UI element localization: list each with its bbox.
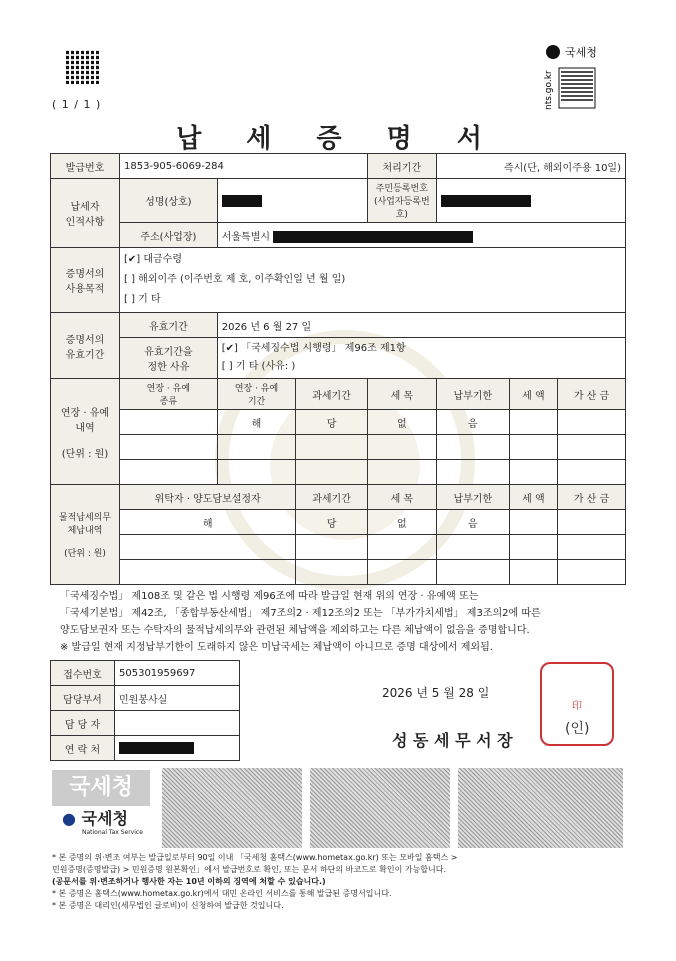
deferral-h6: 세 액 [509, 379, 557, 410]
id-value [436, 179, 625, 223]
proc-label: 처리기간 [367, 154, 436, 179]
deferral-h1: 연장 · 유예 종류 [120, 379, 218, 410]
material-h5: 납부기한 [436, 485, 509, 510]
proc-value: 즉시(단, 해외이주용 10일) [436, 154, 625, 179]
agency-label: 국세청 [565, 46, 597, 59]
deferral-h5: 납부기한 [436, 379, 509, 410]
opt-payment: [✔] 대금수령 [124, 254, 183, 265]
validity-section: 증명서의 유효기간 [51, 313, 120, 379]
purpose-section: 증명서의 사용목적 [51, 248, 120, 313]
deferral-section: 연장 · 유예 내역 (단위 : 원) [51, 379, 120, 485]
purpose-options [120, 248, 626, 313]
material-h4: 세 목 [367, 485, 436, 510]
name-label: 성명(상호) [120, 179, 218, 223]
reason-options [217, 338, 625, 379]
reason-label: 유효기간을 정한 사유 [120, 338, 218, 379]
period-value: 2026 년 6 월 27 일 [217, 313, 625, 338]
office-name: 성 동 세 무 서 장 [392, 731, 513, 750]
material-h3: 과세기간 [296, 485, 368, 510]
opt-emigration: [ ] 해외이주 (이주번호 제 호, 이주확인일 년 월 일) [124, 274, 346, 285]
taxpayer-section: 납세자 인적사항 [51, 179, 120, 248]
none-1: 해 [217, 410, 296, 435]
material-section: 물적납세의무 체납내역 (단위 : 원) [51, 485, 120, 585]
footer-notes: * 본 증명의 위·변조 여부는 발급일로부터 90일 이내 「국세청 홈택스(www.hometax.go.kr) 또는 모바일 홈택스 > 민원증명(증명발급) > 민원증명 원본확인」에서 발급번호로 확인, 또는 문서 하단의 바코드로 확인이 가능합니다. (공문서를 위·변조하거나 행사한 자는 10년 이하의 징역에 처할 수 있습니다.) * 본 증명은 홈택스(www.hometax.go.kr)에서 대민 온라인 서비스를 통해 발급된 증명서입니다. * 본 증명은 대리인(세무법인 글로비)이 신청하여 발급한 것입니다. [52, 853, 458, 910]
svg-text:nts.go.kr: nts.go.kr [544, 70, 554, 110]
opt-other: [ ] 기 타 [124, 294, 161, 305]
reason-other: [ ] 기 타 (사유: ) [221, 361, 296, 372]
material-h1: 위탁자 · 양도담보설정자 [120, 485, 296, 510]
reason-law: [✔] 「국세징수법 시행령」 제96조 제1항 [221, 343, 406, 354]
deferral-h2: 연장 · 유예 기간 [217, 379, 296, 410]
none-3: 없 [367, 410, 436, 435]
deferral-h3: 과세기간 [296, 379, 368, 410]
m-none-2: 당 [296, 510, 368, 535]
recv-value: 505301959697 [115, 661, 240, 686]
qr-code [66, 50, 100, 84]
m-none-1: 해 [120, 510, 296, 535]
barcode-3 [458, 768, 623, 848]
page-title: 납 세 증 명 서 [176, 124, 500, 154]
footer-logo: ● 국세청 National Tax Service [62, 809, 143, 836]
addr-value: 서울특별시 [217, 223, 625, 248]
issue-no-value: 1853-905-6069-284 [120, 154, 368, 179]
none-2: 당 [296, 410, 368, 435]
barcode-2 [310, 768, 450, 848]
material-h6: 세 액 [509, 485, 557, 510]
material-h7: 가 산 금 [558, 485, 626, 510]
period-label: 유효기간 [120, 313, 218, 338]
nts-logo-icon [543, 40, 613, 120]
dept-value: 민원봉사실 [115, 686, 240, 711]
page-indicator: ( 1 / 1 ) [52, 98, 102, 111]
m-none-4: 음 [436, 510, 509, 535]
seal-mark: (인) [565, 721, 590, 737]
office-table: 접수번호 505301959697 담당부서 민원봉사실 담 당 자 연 락 처 [50, 660, 240, 761]
official-seal: 印 [540, 662, 614, 746]
issue-date: 2026 년 5 월 28 일 [382, 686, 490, 700]
law-text: 「국세징수법」 제108조 및 같은 법 시행령 제96조에 따라 발급일 현재 위의 연장 · 유예액 또는 「국세기본법」 제42조, 「종합부동산세법」 제7조의2 · 제12조의2 또는 「부가가치세법」 제3조의2에 따른 양도담보권자 또는 수탁자의 물적납세의무와 관련된 체납액을 제외하고는 다른 체납액이 없음을 증명합니다. ※ 발급일 현재 지정납부기한이 도래하지 않은 미납국세는 체납액이 아니므로 증명 대상에서 제외됨. [60, 591, 541, 653]
barcode-1 [162, 768, 302, 848]
id-label: 주민등록번호 (사업자등록번호) [367, 179, 436, 223]
addr-label: 주소(사업장) [120, 223, 218, 248]
agency-stamp: 국세청 [52, 770, 150, 806]
deferral-h4: 세 목 [367, 379, 436, 410]
deferral-h7: 가 산 금 [558, 379, 626, 410]
none-4: 음 [436, 410, 509, 435]
certificate-table [50, 153, 626, 585]
issue-no-label: 발급번호 [51, 154, 120, 179]
m-none-3: 없 [367, 510, 436, 535]
name-value [217, 179, 367, 223]
taegeuk-icon: ● [62, 809, 76, 828]
